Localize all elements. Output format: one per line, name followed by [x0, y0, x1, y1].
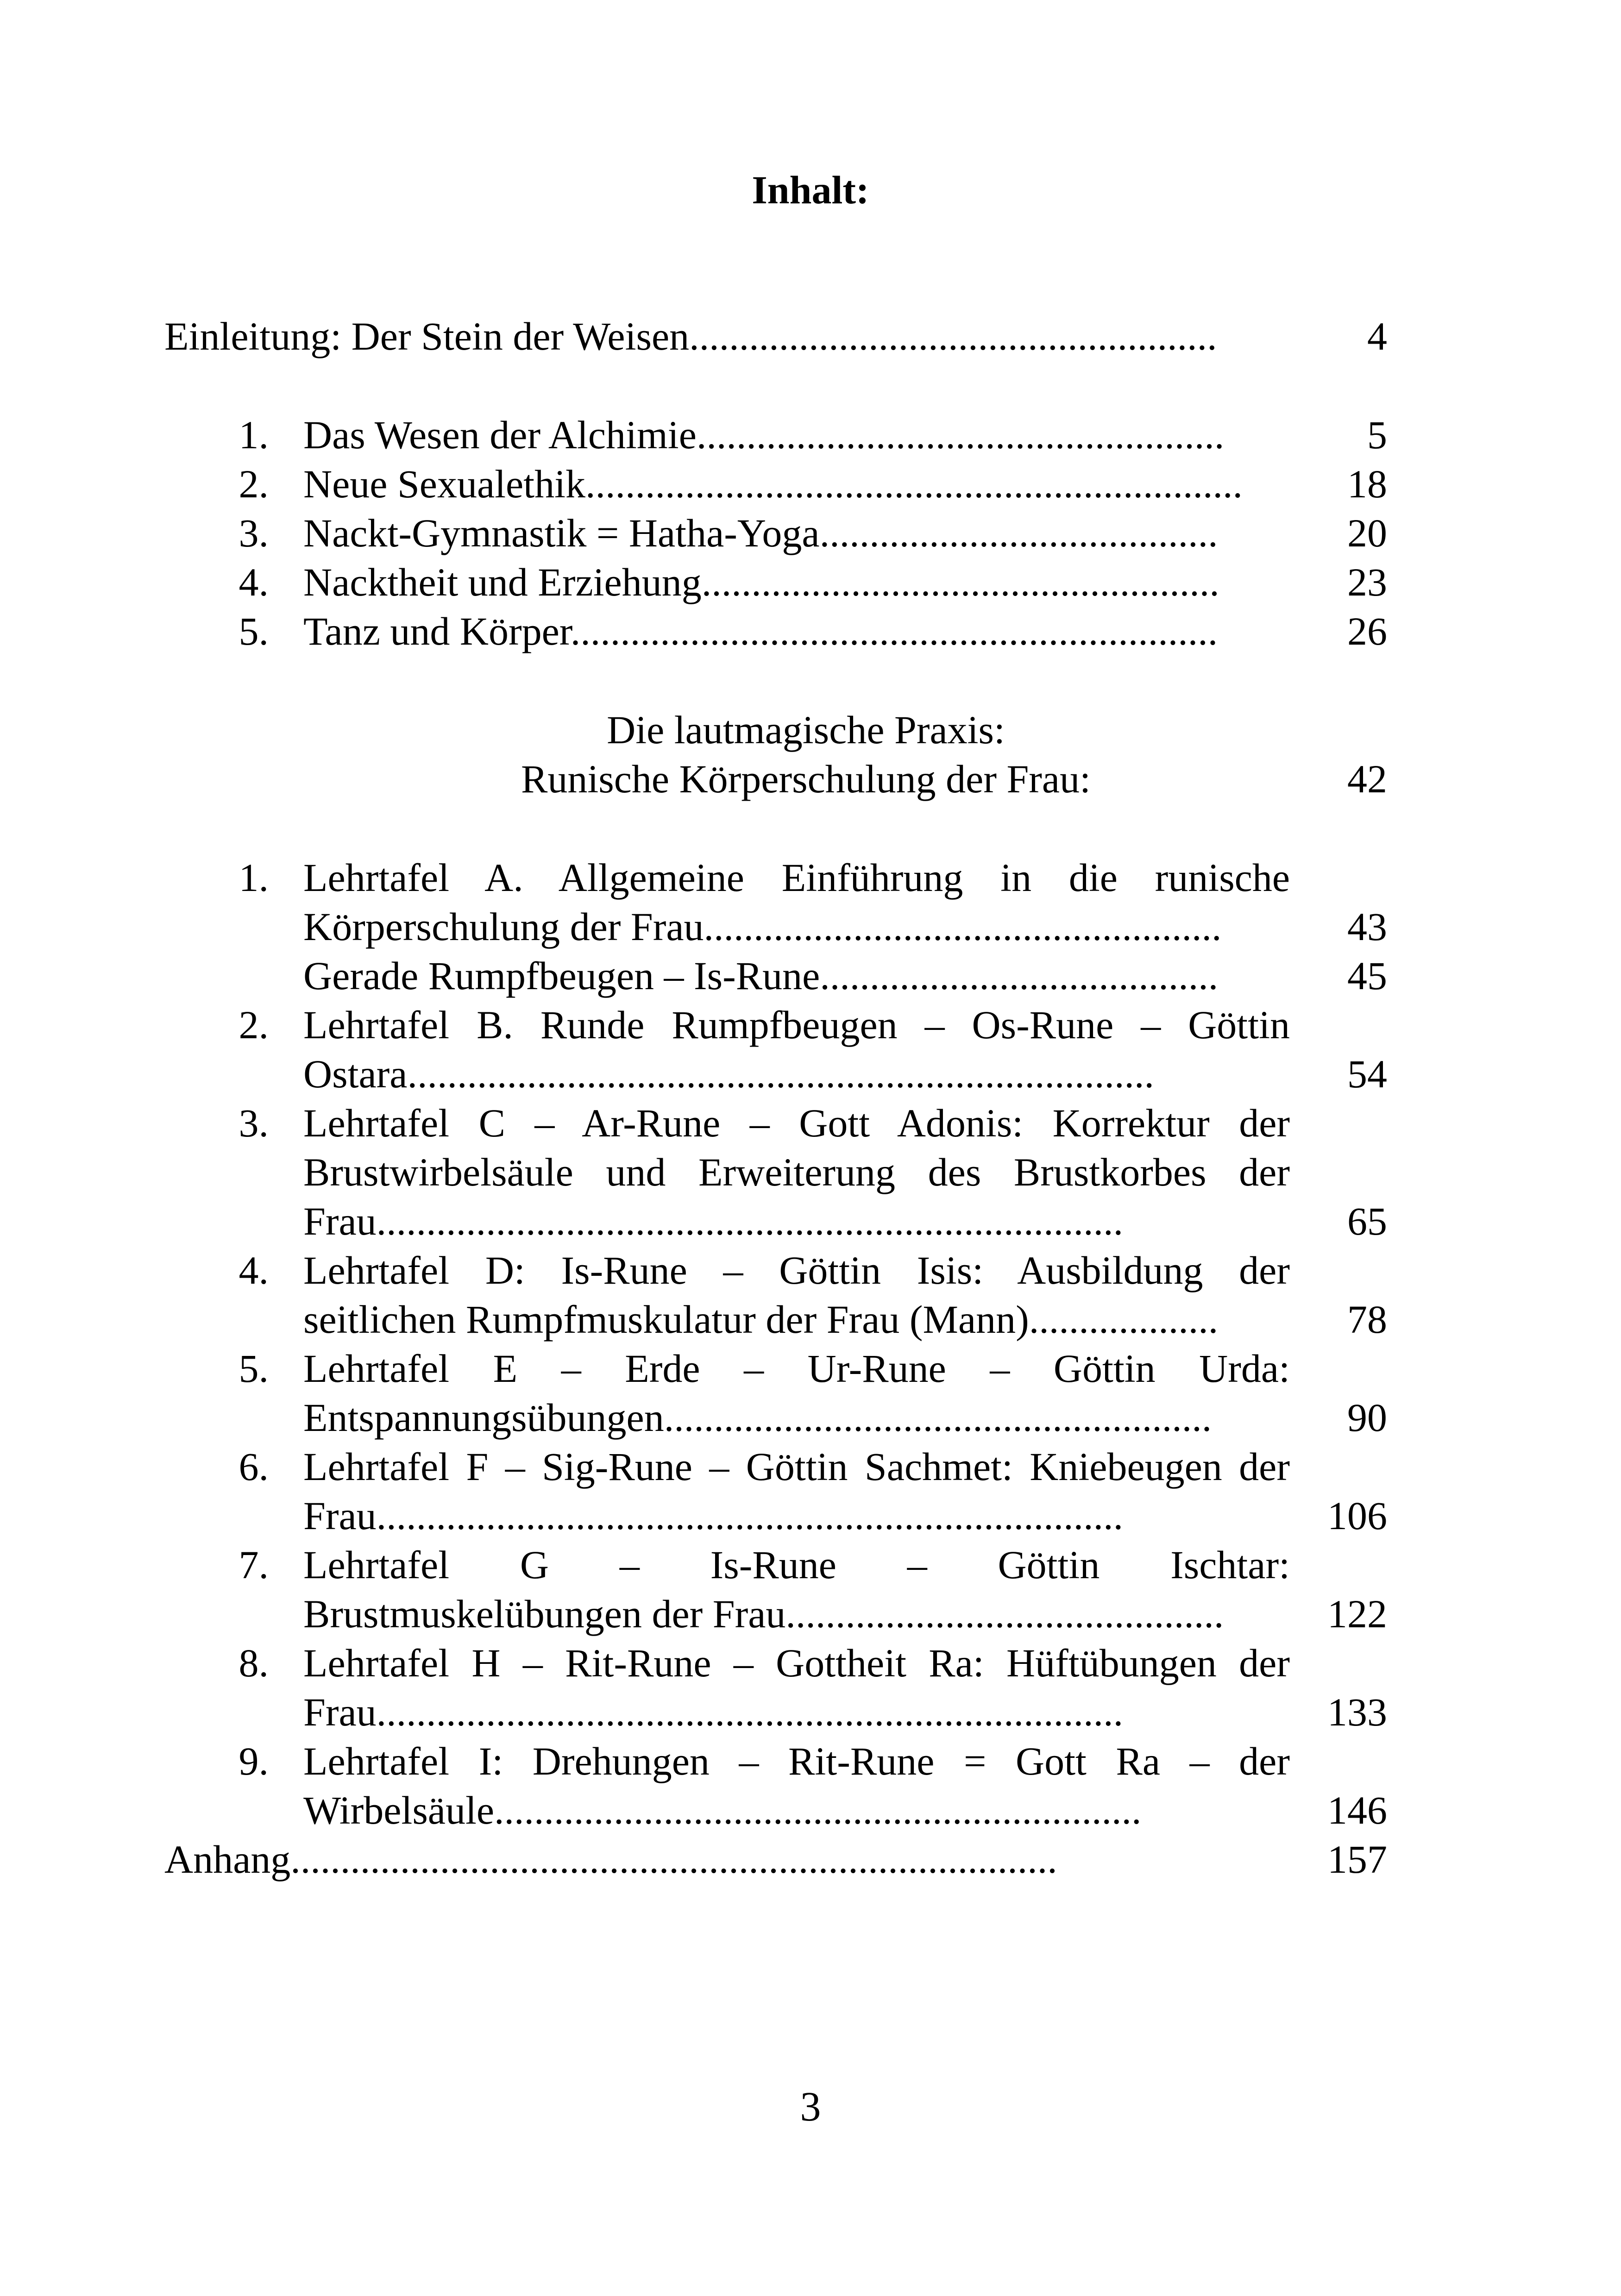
- toc-leader-dots: ........................................: [820, 954, 1219, 998]
- toc-leader-dots: ...........................................................................: [376, 1690, 1124, 1734]
- toc-leader-dots: ....................................................: [704, 904, 1222, 949]
- toc-leader-dots: .....................................................: [696, 413, 1225, 457]
- toc-entry: [303, 508, 1290, 558]
- toc-page-number: 65: [1347, 1199, 1387, 1243]
- toc-entry-text: Entspannungsübungen: [303, 1395, 664, 1440]
- toc-leader-dots: .............................................................................: [290, 1837, 1057, 1882]
- toc-page-number: 18: [1347, 462, 1387, 506]
- toc-page-number: 157: [1327, 1837, 1387, 1882]
- toc-entry: [303, 1687, 1290, 1737]
- toc-entry-text: Tanz und Körper: [303, 609, 571, 653]
- toc-leader-dots: .................................................................: [570, 609, 1218, 653]
- toc-page-number: 26: [1347, 609, 1387, 653]
- toc-entry-text: Brustmuskelübungen der Frau: [303, 1592, 786, 1636]
- toc-entry: [303, 459, 1290, 508]
- toc-page-number: 42: [1347, 757, 1387, 801]
- toc-entry: [303, 1049, 1290, 1098]
- toc-entry-text: Körperschulung der Frau: [303, 904, 704, 949]
- toc-entry-number: 1.: [239, 855, 269, 900]
- toc-entry-line: Lehrtafel B. Runde Rumpfbeugen – Os-Rune – Göttin: [303, 1003, 1290, 1047]
- toc-entry-number: 4.: [239, 560, 269, 604]
- toc-entry-line: Lehrtafel F – Sig-Rune – Göttin Sachmet: Kniebeugen der: [303, 1444, 1290, 1489]
- toc-leader-dots: ...................: [1029, 1297, 1219, 1342]
- toc-page-number: 133: [1327, 1690, 1387, 1734]
- toc-entry-line: Lehrtafel H – Rit-Rune – Gottheit Ra: Hüftübungen der: [303, 1641, 1290, 1685]
- toc-entry-line: Lehrtafel E – Erde – Ur-Rune – Göttin Urda:: [303, 1346, 1290, 1391]
- toc-entry-number: 6.: [239, 1444, 269, 1489]
- toc-entry: [303, 607, 1290, 656]
- toc-leader-dots: ...........................................................................: [376, 1493, 1124, 1538]
- toc-entry-number: 4.: [239, 1248, 269, 1292]
- toc-entry: [303, 902, 1290, 951]
- toc-page-number: 54: [1347, 1052, 1387, 1096]
- toc-entry: [303, 1197, 1290, 1246]
- toc-entry-number: 3.: [239, 511, 269, 555]
- toc-entry-line: Lehrtafel C – Ar-Rune – Gott Adonis: Korrektur der: [303, 1101, 1290, 1145]
- toc-entry-line: Lehrtafel A. Allgemeine Einführung in die runische: [303, 855, 1290, 900]
- toc-page-number: 23: [1347, 560, 1387, 604]
- toc-entry-text: Gerade Rumpfbeugen – Is-Rune: [303, 954, 820, 998]
- toc-entry: [303, 1295, 1290, 1344]
- toc-leader-dots: ...........................................................................: [407, 1052, 1154, 1096]
- section-heading-line-2: Runische Körperschulung der Frau:: [521, 757, 1091, 801]
- toc-entry-number: 1.: [239, 413, 269, 457]
- toc-entry-appendix: [164, 1835, 1290, 1884]
- toc-entry-line: Brustwirbelsäule und Erweiterung des Brustkorbes der: [303, 1150, 1290, 1194]
- toc-leader-dots: .................................................................: [494, 1788, 1142, 1832]
- toc-entry-text: seitlichen Rumpfmuskulatur der Frau (Mann): [303, 1297, 1029, 1342]
- toc-entry-number: 5.: [239, 609, 269, 653]
- toc-leader-dots: ....................................................: [701, 560, 1219, 604]
- toc-entry: [303, 410, 1290, 459]
- toc-page-number: 122: [1327, 1592, 1387, 1636]
- toc-leader-dots: .....................................................: [689, 314, 1217, 358]
- toc-entry-number: 2.: [239, 1003, 269, 1047]
- toc-entry-text: Das Wesen der Alchimie: [303, 413, 697, 457]
- toc-entry-number: 8.: [239, 1641, 269, 1685]
- toc-entry: [303, 1589, 1290, 1638]
- toc-page-number: 20: [1347, 511, 1387, 555]
- toc-page-number: 43: [1347, 904, 1387, 949]
- toc-entry-text: Neue Sexualethik: [303, 462, 585, 506]
- toc-entry-number: 3.: [239, 1101, 269, 1145]
- toc-entry-text: Nacktheit und Erziehung: [303, 560, 702, 604]
- toc-entry-line: Lehrtafel I: Drehungen – Rit-Rune = Gott Ra – der: [303, 1739, 1290, 1783]
- toc-page-number: 45: [1347, 954, 1387, 998]
- toc-entry-text: Wirbelsäule: [303, 1788, 495, 1832]
- toc-leader-dots: ............................................: [785, 1592, 1224, 1636]
- toc-entry-number: 7.: [239, 1543, 269, 1587]
- toc-page-number: 78: [1347, 1297, 1387, 1342]
- toc-leader-dots: ........................................: [819, 511, 1218, 555]
- toc-entry-text: Nackt-Gymnastik = Hatha-Yoga: [303, 511, 820, 555]
- toc-entry-text: Frau: [303, 1690, 377, 1734]
- toc-entry-text: Einleitung: Der Stein der Weisen: [164, 314, 690, 358]
- toc-entry-number: 9.: [239, 1739, 269, 1783]
- toc-entry-number: 2.: [239, 462, 269, 506]
- toc-leader-dots: ...........................................................................: [376, 1199, 1124, 1243]
- toc-leader-dots: ..................................................................: [585, 462, 1243, 506]
- toc-entry: [303, 951, 1290, 1000]
- toc-page-number: 90: [1347, 1395, 1387, 1440]
- toc-page-number: 106: [1327, 1493, 1387, 1538]
- section-heading-line-1: Die lautmagische Praxis:: [607, 708, 1005, 752]
- toc-entry-text: Ostara: [303, 1052, 408, 1096]
- page-title: Inhalt:: [752, 168, 869, 212]
- toc-entry-text: Frau: [303, 1493, 377, 1538]
- toc-entry-text: Anhang: [164, 1837, 291, 1882]
- toc-leader-dots: .......................................................: [664, 1395, 1212, 1440]
- page-number-footer: 3: [800, 2084, 821, 2130]
- toc-entry: [303, 1491, 1290, 1540]
- toc-entry-intro: [164, 312, 1285, 361]
- toc-entry-number: 5.: [239, 1346, 269, 1391]
- toc-entry-line: Lehrtafel G – Is-Rune – Göttin Ischtar:: [303, 1543, 1290, 1587]
- toc-entry-line: Lehrtafel D: Is-Rune – Göttin Isis: Ausbildung der: [303, 1248, 1290, 1292]
- toc-entry: [303, 1393, 1290, 1442]
- toc-entry-text: Frau: [303, 1199, 377, 1243]
- toc-entry: [303, 1786, 1290, 1835]
- toc-page-number: 5: [1367, 413, 1387, 457]
- toc-page-number: 4: [1367, 314, 1387, 358]
- toc-page-number: 146: [1327, 1788, 1387, 1832]
- toc-entry: [303, 558, 1290, 607]
